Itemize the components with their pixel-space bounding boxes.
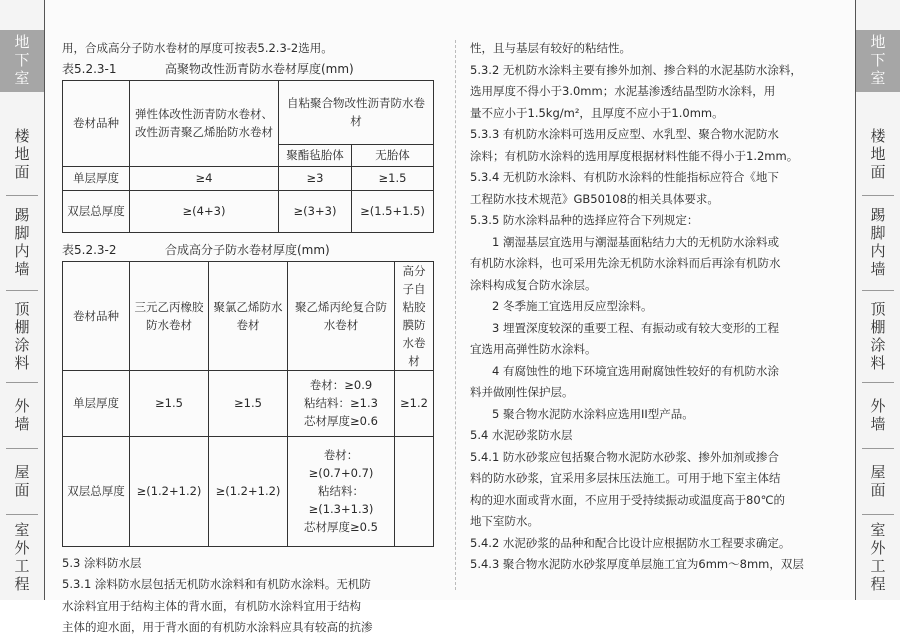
right-tab-skirting-wall[interactable] — [856, 200, 900, 286]
right-tab-floor[interactable] — [856, 118, 900, 192]
table2-epdm-header: 三元乙丙橡胶防水卷材 — [130, 261, 209, 370]
table2-cell: ≥1.2 — [395, 370, 434, 436]
table2-kind-header: 卷材品种 — [63, 261, 130, 370]
table2-row-label: 双层总厚度 — [63, 436, 130, 546]
tab-label: 顶棚涂料 — [12, 301, 31, 373]
table1-polyester-header: 聚酯毡胎体 — [279, 144, 352, 166]
table2-cell-line: ≥(0.7+0.7) — [308, 466, 374, 480]
divider — [862, 448, 894, 449]
divider — [862, 514, 894, 515]
tab-label: 踢脚内墙 — [868, 207, 887, 279]
table2-cell: ≥(1.2+1.2) — [130, 436, 209, 546]
table2-cell-line: 粘结料： — [318, 484, 364, 498]
left-tab-exterior-wall[interactable] — [0, 386, 44, 446]
table2-cell: ≥1.5 — [130, 370, 209, 436]
right-tab-ceiling-paint[interactable] — [856, 294, 900, 380]
left-column — [62, 38, 440, 639]
table1 — [62, 80, 434, 233]
table2-cell-line: 芯材厚度≥0.5 — [304, 520, 378, 534]
body-line: 工程防水技术规范》GB50108的相关具体要求。 — [470, 191, 719, 206]
tab-label: 外墙 — [12, 398, 31, 434]
table2-pe-cell — [288, 370, 395, 436]
left-side-tabs — [0, 0, 45, 600]
body-line: 5.4.3 聚合物水泥防水砂浆厚度单层施工宜为6mm～8mm，双层 — [470, 557, 804, 571]
tab-label: 室外工程 — [868, 522, 887, 594]
right-tab-basement[interactable] — [856, 30, 900, 92]
table2-caption — [62, 241, 440, 261]
left-tab-floor[interactable] — [0, 118, 44, 192]
left-tab-outdoor[interactable] — [0, 518, 44, 598]
table2-cell-line: 粘结料：≥1.3 — [304, 396, 378, 410]
table1-cell: ≥(1.5+1.5) — [351, 190, 433, 232]
table1-number: 表5.2.3-1 — [62, 61, 117, 76]
body-line: 料并做刚性保护层。 — [470, 385, 574, 399]
body-line: 性，且与基层有较好的粘结性。 — [470, 41, 631, 55]
left-tab-basement[interactable] — [0, 30, 44, 92]
body-line: 2 冬季施工宜选用反应型涂料。 — [492, 299, 653, 313]
table1-row-label: 单层厚度 — [63, 166, 130, 190]
table1-caption — [62, 60, 440, 80]
body-line: 主体的迎水面，用于背水面的有机防水涂料应具有较高的抗渗 — [62, 620, 373, 634]
table2-pvc-header: 聚氯乙烯防水卷材 — [209, 261, 288, 370]
body-line: 地下室防水。 — [470, 514, 539, 528]
table2-pe-cell — [288, 436, 395, 546]
body-line: 4 有腐蚀性的地下环境宜选用耐腐蚀性较好的有机防水涂 — [492, 363, 779, 378]
section-heading: 5.4 水泥砂浆防水层 — [470, 428, 573, 442]
table2-cell-line: 卷材： — [323, 448, 359, 462]
divider — [6, 195, 38, 196]
table2-cell — [395, 436, 434, 546]
tab-label: 室外工程 — [12, 522, 31, 594]
divider — [6, 382, 38, 383]
table1-sbs-header: 弹性体改性沥青防水卷材、改性沥青聚乙烯胎防水卷材 — [130, 80, 279, 166]
table1-self-adhesive-header: 自粘聚合物改性沥青防水卷材 — [279, 80, 434, 144]
body-line: 5.3.3 有机防水涂料可选用反应型、水乳型、聚合物水泥防水 — [470, 127, 779, 141]
tab-label: 楼地面 — [868, 128, 887, 182]
tab-label: 外墙 — [868, 398, 887, 434]
table1-cell: ≥4 — [130, 166, 279, 190]
tab-label: 地下室 — [12, 34, 31, 88]
body-line: 涂料；有机防水涂料的选用厚度根据材料性能不得小于1.2mm。 — [470, 148, 799, 163]
right-column — [470, 38, 850, 576]
tab-label: 顶棚涂料 — [868, 301, 887, 373]
body-line: 5.4.2 水泥砂浆的品种和配合比设计应根据防水工程要求确定。 — [470, 535, 791, 550]
body-line: 5 聚合物水泥防水涂料应选用II型产品。 — [492, 406, 694, 421]
table2-row-label: 单层厚度 — [63, 370, 130, 436]
tab-label: 屋面 — [12, 464, 31, 500]
tab-label: 踢脚内墙 — [12, 207, 31, 279]
tab-label: 屋面 — [868, 464, 887, 500]
table2-cell-line: 卷材：≥0.9 — [309, 378, 373, 392]
divider — [6, 514, 38, 515]
body-line: 构的迎水面或背水面，不应用于受持续振动或温度高于80℃的 — [470, 492, 786, 507]
table2-cell: ≥1.5 — [209, 370, 288, 436]
right-side-tabs — [855, 0, 900, 600]
body-line: 水涂料宜用于结构主体的背水面，有机防水涂料宜用于结构 — [62, 598, 361, 613]
table1-cell: ≥3 — [279, 166, 352, 190]
divider — [6, 290, 38, 291]
table1-title: 高聚物改性沥青防水卷材厚度(mm) — [165, 61, 354, 76]
table2 — [62, 261, 434, 547]
right-tab-outdoor[interactable] — [856, 518, 900, 598]
body-line: 5.3.1 涂料防水层包括无机防水涂料和有机防水涂料。无机防 — [62, 577, 371, 591]
body-line: 5.3.5 防水涂料品种的选择应符合下列规定： — [470, 213, 699, 227]
table1-no-base-header: 无胎体 — [351, 144, 433, 166]
body-line: 1 潮湿基层宜选用与潮湿基面粘结力大的无机防水涂料或 — [492, 234, 779, 249]
divider — [862, 290, 894, 291]
body-line: 涂料构成复合防水涂层。 — [470, 277, 597, 292]
table2-pe-header: 聚乙烯丙纶复合防水卷材 — [288, 261, 395, 370]
table2-cell-line: ≥(1.3+1.3) — [308, 502, 374, 516]
body-line: 3 埋置深度较深的重要工程、有振动或有较大变形的工程 — [492, 320, 779, 335]
table2-hp-header: 高分子自粘胶膜防水卷材 — [395, 261, 434, 370]
body-line: 有机防水涂料，也可采用先涂无机防水涂料而后再涂有机防水 — [470, 256, 781, 270]
table2-title: 合成高分子防水卷材厚度(mm) — [165, 242, 330, 257]
divider — [862, 382, 894, 383]
right-tab-roof[interactable] — [856, 452, 900, 512]
body-line: 料的防水砂浆，宜采用多层抹压法施工。可用于地下室主体结 — [470, 471, 781, 485]
body-line: 5.4.1 防水砂浆应包括聚合物水泥防水砂浆、掺外加剂或掺合 — [470, 449, 779, 464]
table1-cell: ≥1.5 — [351, 166, 433, 190]
body-line: 5.3.4 无机防水涂料、有机防水涂料的性能指标应符合《地下 — [470, 170, 779, 184]
tab-label: 地下室 — [868, 34, 887, 88]
left-tab-skirting-wall[interactable] — [0, 200, 44, 286]
table2-cell-line: 芯材厚度≥0.6 — [304, 414, 378, 428]
table2-cell: ≥(1.2+1.2) — [209, 436, 288, 546]
body-line: 宜选用高弹性防水涂料。 — [470, 342, 597, 356]
tab-label: 楼地面 — [12, 128, 31, 182]
intro-text: 用，合成高分子防水卷材的厚度可按表5.2.3-2选用。 — [62, 41, 333, 55]
body-line: 量不应小于1.5kg/m²，且厚度不应小于1.0mm。 — [470, 105, 724, 120]
left-tab-roof[interactable] — [0, 452, 44, 512]
table2-number: 表5.2.3-2 — [62, 242, 117, 257]
divider — [6, 448, 38, 449]
table1-cell: ≥(3+3) — [279, 190, 352, 232]
body-line: 5.3.2 无机防水涂料主要有掺外加剂、掺合料的水泥基防水涂料， — [470, 62, 802, 77]
table1-cell: ≥(4+3) — [130, 190, 279, 232]
right-tab-exterior-wall[interactable] — [856, 386, 900, 446]
table1-row-label: 双层总厚度 — [63, 190, 130, 232]
left-tab-ceiling-paint[interactable] — [0, 294, 44, 380]
column-divider — [455, 40, 456, 590]
section-heading: 5.3 涂料防水层 — [62, 555, 142, 570]
body-line: 选用厚度不得小于3.0mm；水泥基渗透结晶型防水涂料，用 — [470, 84, 776, 98]
divider — [862, 195, 894, 196]
table1-kind-header: 卷材品种 — [63, 80, 130, 166]
